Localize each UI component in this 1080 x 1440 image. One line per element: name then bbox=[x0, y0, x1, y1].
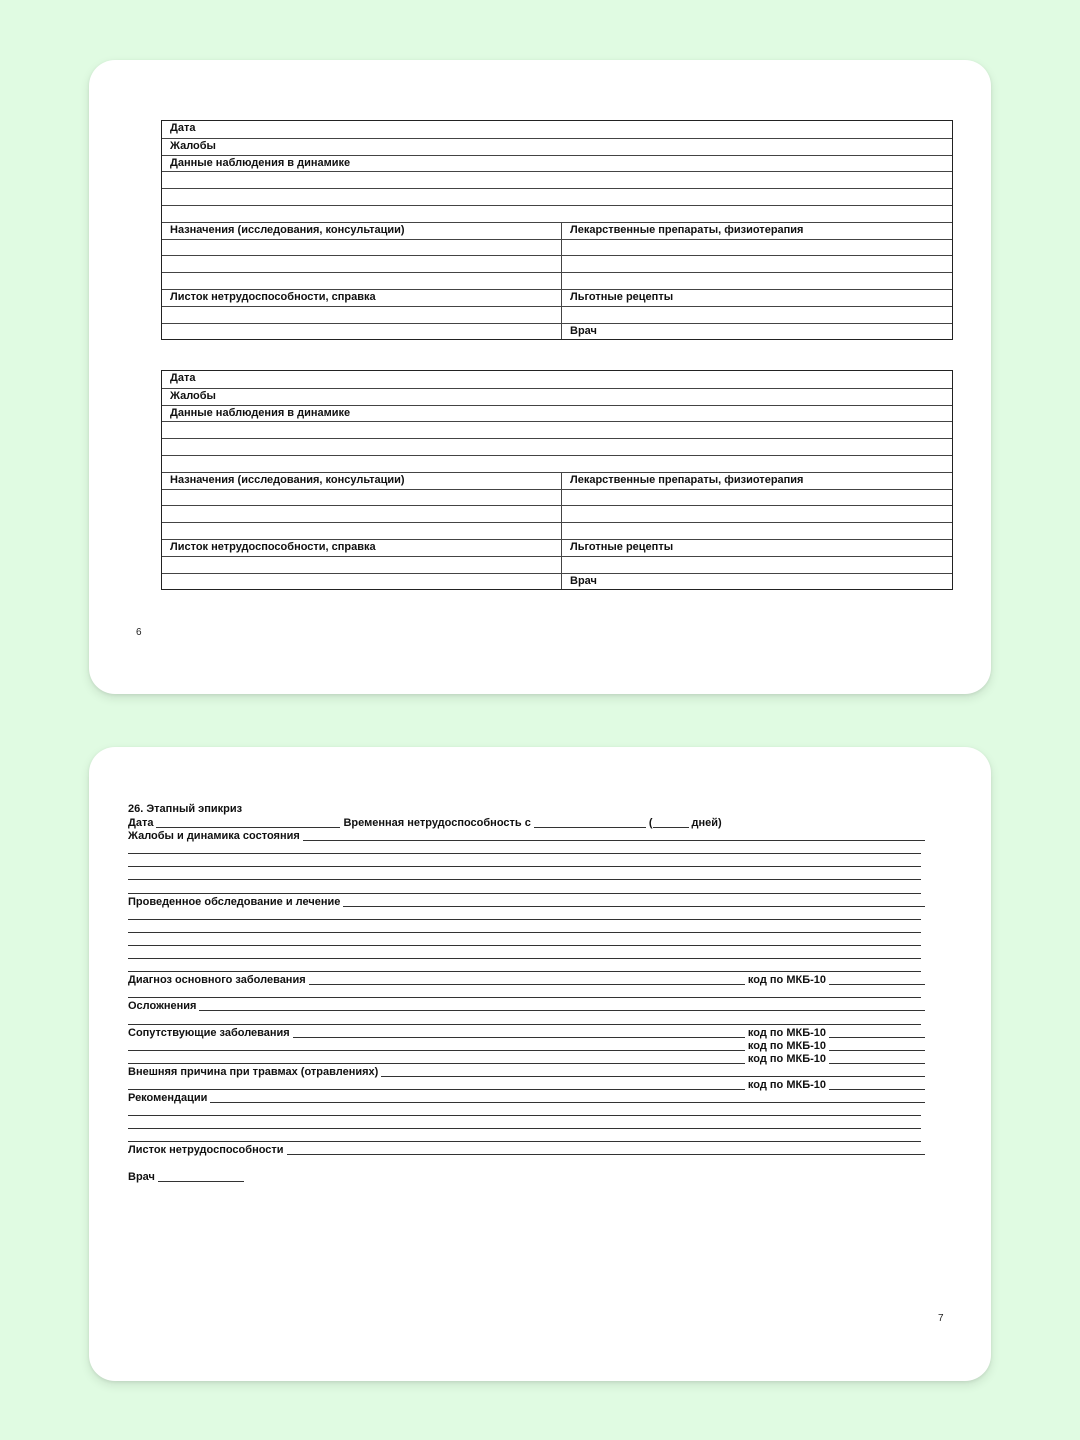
complications-label: Осложнения bbox=[128, 1000, 197, 1013]
main-diagnosis-field[interactable] bbox=[309, 984, 745, 985]
sick-leave-field[interactable] bbox=[287, 1154, 925, 1155]
external-cause-field[interactable] bbox=[128, 1089, 745, 1090]
doctor-signature-field[interactable] bbox=[158, 1181, 244, 1182]
recommendations-line bbox=[128, 1091, 928, 1104]
blank-row bbox=[162, 205, 952, 222]
icd-code-label: код по МКБ-10 bbox=[747, 1052, 826, 1065]
blank-row bbox=[162, 455, 952, 472]
comorbid-field[interactable] bbox=[128, 1063, 745, 1064]
benefit-recipes-label: Льготные рецепты bbox=[570, 540, 674, 553]
date-field[interactable] bbox=[156, 827, 340, 828]
sick-leave-label: Листок нетрудоспособности, справка bbox=[162, 540, 562, 556]
external-cause-line bbox=[128, 1065, 928, 1078]
medications-label: Лекарственные препараты, физиотерапия bbox=[570, 223, 804, 236]
external-cause-label: Внешняя причина при травмах (отравлениях) bbox=[128, 1065, 379, 1078]
complications-blank-line[interactable] bbox=[128, 1024, 921, 1025]
recommendations-blank-line[interactable] bbox=[128, 1128, 921, 1129]
blank-row bbox=[162, 188, 952, 205]
complaints-field[interactable] bbox=[303, 840, 925, 841]
date-label: Дата bbox=[170, 372, 196, 384]
diagnosis-blank-line[interactable] bbox=[128, 997, 921, 998]
stage-epicrisis bbox=[128, 803, 928, 1183]
examination-field[interactable] bbox=[343, 906, 925, 907]
doctor-line bbox=[128, 1156, 928, 1182]
complications-line bbox=[128, 999, 928, 1012]
days-field[interactable] bbox=[653, 827, 689, 828]
sick-leave-label: Листок нетрудоспособности, справка bbox=[162, 290, 562, 306]
examination-label: Проведенное обследование и лечение bbox=[128, 895, 341, 908]
complaints-label: Жалобы bbox=[170, 389, 216, 402]
days-open-paren: ( bbox=[648, 817, 653, 830]
icd-code-field[interactable] bbox=[829, 1089, 925, 1090]
doctor-label: Врач bbox=[128, 1170, 155, 1183]
examination-blank-line[interactable] bbox=[128, 958, 921, 959]
external-cause-field[interactable] bbox=[381, 1076, 925, 1077]
comorbid-line-3 bbox=[128, 1052, 928, 1065]
complications-field[interactable] bbox=[199, 1010, 925, 1011]
form-page-6 bbox=[89, 60, 991, 694]
recommendations-blank-line[interactable] bbox=[128, 1115, 921, 1116]
benefit-recipes-label: Льготные рецепты bbox=[570, 290, 674, 303]
page-number: 6 bbox=[136, 627, 142, 638]
icd-code-field[interactable] bbox=[829, 1050, 925, 1051]
icd-code-label: код по МКБ-10 bbox=[747, 974, 826, 987]
icd-code-field[interactable] bbox=[829, 1037, 925, 1038]
examination-blank-line[interactable] bbox=[128, 945, 921, 946]
date-label: Дата bbox=[170, 122, 196, 134]
blank-row bbox=[162, 171, 952, 188]
visit-record-table-2 bbox=[161, 370, 953, 590]
icd-code-label: код по МКБ-10 bbox=[747, 1026, 826, 1039]
page-number: 7 bbox=[938, 1313, 944, 1324]
complaints-blank-line[interactable] bbox=[128, 879, 921, 880]
icd-code-field[interactable] bbox=[829, 1063, 925, 1064]
temp-disability-field[interactable] bbox=[534, 827, 646, 828]
visit-record-table-1 bbox=[161, 120, 953, 340]
comorbid-label: Сопутствующие заболевания bbox=[128, 1026, 290, 1039]
examination-blank-line[interactable] bbox=[128, 971, 921, 972]
complaints-line bbox=[128, 829, 928, 842]
observation-label: Данные наблюдения в динамике bbox=[170, 156, 351, 169]
date-label: Дата bbox=[128, 817, 154, 830]
days-label: дней) bbox=[691, 817, 722, 830]
comorbid-field[interactable] bbox=[293, 1037, 745, 1038]
complaints-blank-line[interactable] bbox=[128, 866, 921, 867]
recommendations-label: Рекомендации bbox=[128, 1092, 208, 1105]
blank-row bbox=[162, 421, 952, 438]
epicrisis-title: 26. Этапный эпикриз bbox=[128, 803, 243, 815]
date-line bbox=[128, 816, 928, 829]
icd-code-field[interactable] bbox=[829, 984, 925, 985]
blank-row bbox=[162, 438, 952, 455]
main-diagnosis-line bbox=[128, 973, 928, 986]
sick-leave-label: Листок нетрудоспособности bbox=[128, 1144, 284, 1157]
recommendations-field[interactable] bbox=[210, 1102, 925, 1103]
complaints-blank-line[interactable] bbox=[128, 893, 921, 894]
comorbid-field[interactable] bbox=[128, 1050, 745, 1051]
examination-line bbox=[128, 895, 928, 908]
complaints-blank-line[interactable] bbox=[128, 853, 921, 854]
comorbid-line-2 bbox=[128, 1039, 928, 1052]
complaints-label: Жалобы и динамика состояния bbox=[128, 830, 300, 843]
examination-blank-line[interactable] bbox=[128, 919, 921, 920]
icd-code-label: код по МКБ-10 bbox=[747, 1039, 826, 1052]
examination-blank-line[interactable] bbox=[128, 932, 921, 933]
doctor-label: Врач bbox=[570, 574, 597, 587]
main-diagnosis-label: Диагноз основного заболевания bbox=[128, 974, 306, 987]
doctor-label: Врач bbox=[570, 324, 597, 337]
temp-disability-label: Временная нетрудоспособность с bbox=[343, 817, 531, 830]
comorbid-line bbox=[128, 1026, 928, 1039]
complaints-label: Жалобы bbox=[170, 139, 216, 152]
medications-label: Лекарственные препараты, физиотерапия bbox=[570, 473, 804, 486]
observation-label: Данные наблюдения в динамике bbox=[170, 406, 351, 419]
sick-leave-line bbox=[128, 1143, 928, 1156]
recommendations-blank-line[interactable] bbox=[128, 1141, 921, 1142]
form-page-7 bbox=[89, 747, 991, 1381]
icd-code-label: код по МКБ-10 bbox=[747, 1078, 826, 1091]
prescriptions-label: Назначения (исследования, консультации) bbox=[162, 223, 562, 239]
external-cause-line-2 bbox=[128, 1078, 928, 1091]
prescriptions-label: Назначения (исследования, консультации) bbox=[162, 473, 562, 489]
